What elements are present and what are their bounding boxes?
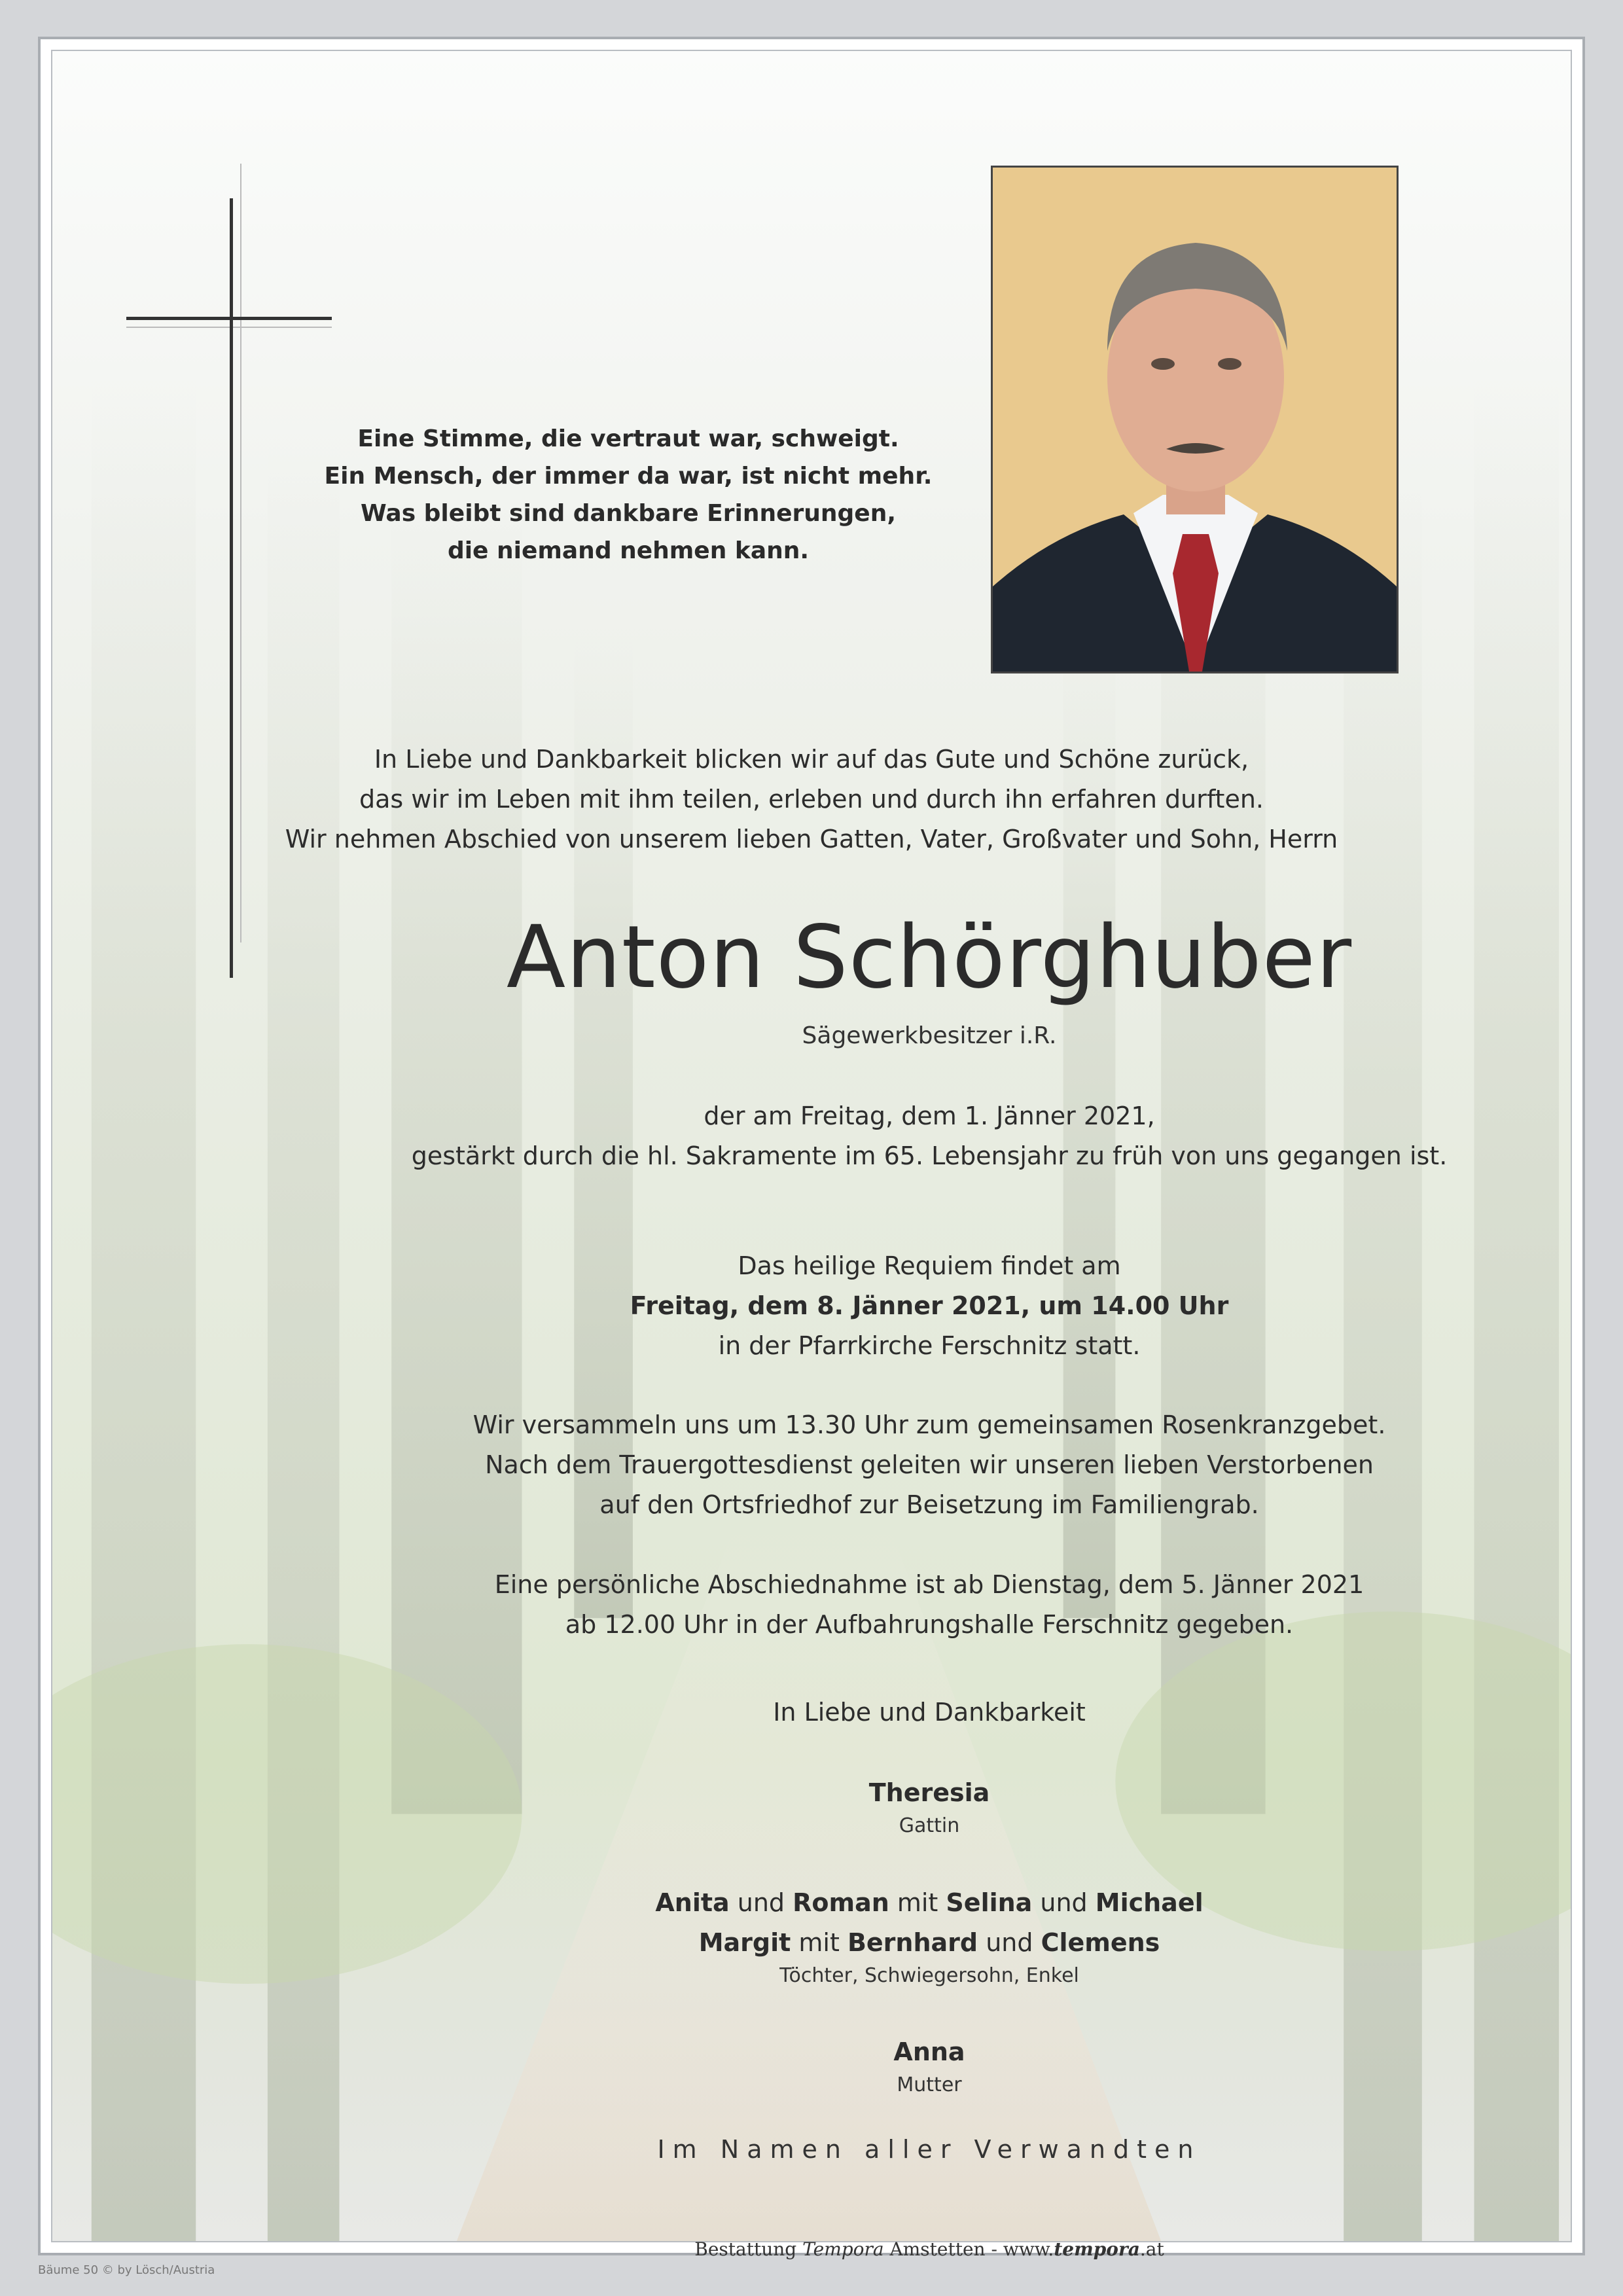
- gathering-notice: [118, 1405, 1623, 1525]
- viewing-notice: [118, 1565, 1623, 1645]
- deceased-role: Sägewerkbesitzer i.R.: [802, 1022, 1057, 1049]
- mourner-name: Michael: [1095, 1888, 1204, 1917]
- intro-line: das wir im Leben mit ihm teilen, erleben und durch ihn erfahren durften.: [359, 785, 1264, 814]
- joiner: und: [729, 1888, 793, 1917]
- mourner-name: Roman: [793, 1888, 889, 1917]
- footer-prefix: Bestattung: [694, 2238, 803, 2260]
- portrait-photo: [991, 166, 1399, 673]
- mourner-mother: [118, 2032, 1623, 2098]
- joiner: mit: [791, 1928, 847, 1957]
- intro-line: Wir nehmen Abschied von unserem lieben Gatten, Vater, Großvater und Sohn, Herrn: [285, 825, 1338, 853]
- death-line: der am Freitag, dem 1. Jänner 2021,: [704, 1102, 1155, 1130]
- verse: [275, 420, 982, 569]
- death-notice: [118, 1096, 1623, 1176]
- verse-line: die niemand nehmen kann.: [447, 537, 810, 564]
- mourner-relation: Gattin: [899, 1814, 960, 1837]
- mourner-name: Selina: [946, 1888, 1033, 1917]
- footer-middle: Amstetten - www.: [883, 2238, 1054, 2260]
- mourner-relation: Töchter, Schwiegersohn, Enkel: [779, 1964, 1079, 1987]
- mourner-spouse: [118, 1773, 1623, 1839]
- footer-domain-brand: tempora: [1054, 2238, 1140, 2260]
- mourner-relation: Mutter: [897, 2073, 962, 2096]
- cross-bar: [126, 317, 332, 320]
- portrait-illustration: [993, 168, 1397, 672]
- children-line-1: [118, 1883, 1623, 1923]
- verse-line: Ein Mensch, der immer da war, ist nicht mehr.: [324, 463, 933, 490]
- children-line-2: [118, 1923, 1623, 1963]
- deceased-name: Anton Schörghuber: [506, 907, 1353, 1008]
- mourner-name: Anna: [893, 2037, 965, 2066]
- requiem-date: Freitag, dem 8. Jänner 2021, um 14.00 Uhr: [630, 1291, 1229, 1320]
- joiner: und: [978, 1928, 1041, 1957]
- cross-icon: [230, 198, 233, 978]
- mourner-name: Clemens: [1041, 1928, 1160, 1957]
- viewing-line: ab 12.00 Uhr in der Aufbahrungshalle Ferschnitz gegeben.: [565, 1610, 1294, 1639]
- mourner-name: Anita: [655, 1888, 730, 1917]
- mourner-name: Margit: [698, 1928, 791, 1957]
- footer-brand-logo: Tempora: [802, 2238, 884, 2260]
- death-line: gestärkt durch die hl. Sakramente im 65. Lebensjahr zu früh von uns gegangen ist.: [411, 1141, 1448, 1170]
- intro-line: In Liebe und Dankbarkeit blicken wir auf das Gute und Schöne zurück,: [374, 745, 1249, 774]
- closing-phrase: In Liebe und Dankbarkeit: [773, 1698, 1086, 1727]
- cross-shadow-horizontal: [126, 327, 332, 328]
- requiem-line: in der Pfarrkirche Ferschnitz statt.: [718, 1331, 1141, 1360]
- verse-line: Was bleibt sind dankbare Erinnerungen,: [360, 500, 896, 527]
- mourner-name: Theresia: [868, 1778, 990, 1807]
- viewing-line: Eine persönliche Abschiednahme ist ab Dienstag, dem 5. Jänner 2021: [494, 1570, 1364, 1599]
- deceased-block: [118, 908, 1623, 1007]
- intro-text: [0, 740, 1623, 859]
- gathering-line: auf den Ortsfriedhof zur Beisetzung im Familiengrab.: [599, 1490, 1259, 1519]
- joiner: mit: [889, 1888, 946, 1917]
- mourner-name: Bernhard: [847, 1928, 978, 1957]
- image-credit: Bäume 50 © by Lösch/Austria: [38, 2263, 215, 2277]
- verse-line: Eine Stimme, die vertraut war, schweigt.: [357, 425, 899, 452]
- joiner: und: [1032, 1888, 1096, 1917]
- footer-funeral-home: [118, 2238, 1623, 2260]
- mourner-children: [118, 1883, 1623, 1989]
- gathering-line: Wir versammeln uns um 13.30 Uhr zum gemeinsamen Rosenkranzgebet.: [473, 1410, 1386, 1439]
- all-relatives: Im Namen aller Verwandten: [657, 2135, 1202, 2164]
- requiem-notice: [118, 1246, 1623, 1366]
- footer-suffix: .at: [1139, 2238, 1164, 2260]
- gathering-line: Nach dem Trauergottesdienst geleiten wir unseren lieben Verstorbenen: [485, 1450, 1374, 1479]
- requiem-line: Das heilige Requiem findet am: [738, 1251, 1121, 1280]
